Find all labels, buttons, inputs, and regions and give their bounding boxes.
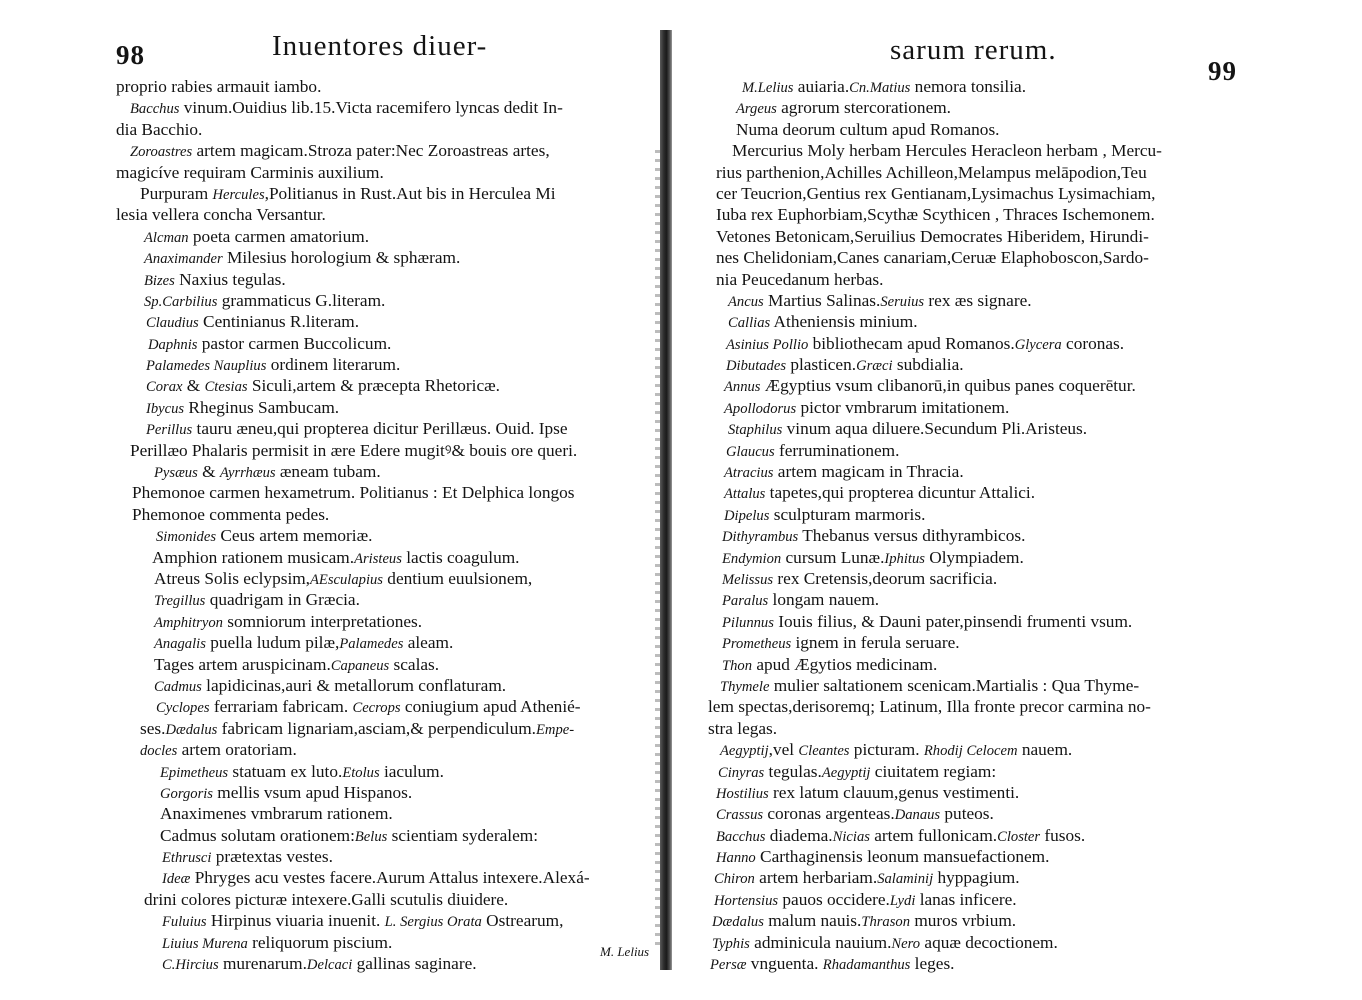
text-run: proprio rabies armauit iambo. — [116, 77, 322, 96]
text-line — [692, 418, 1162, 439]
text-line — [692, 846, 1162, 867]
text-line — [116, 76, 590, 97]
text-run: rex Cretensis,deorum sacrificia. — [773, 568, 998, 588]
text-run: magicíve requiram Carminis auxilium. — [116, 162, 384, 182]
proper-name: Thrason — [861, 914, 911, 931]
text-line — [116, 611, 590, 632]
text-line — [116, 525, 590, 546]
text-run: coniugium apud Athenié- — [400, 697, 581, 717]
text-line — [692, 696, 1162, 717]
proper-name: Cinyras — [718, 764, 765, 781]
text-line — [116, 761, 590, 782]
text-run: subdialia. — [892, 355, 964, 375]
proper-name: Alcman — [144, 229, 189, 246]
proper-name: Empe- — [535, 721, 575, 738]
text-run: Centinianus R.literam. — [198, 312, 360, 332]
text-line — [116, 696, 590, 717]
text-line — [116, 632, 590, 653]
text-line — [692, 269, 1162, 290]
text-run: Ceus artem memoriæ. — [216, 526, 373, 546]
text-run: lem spectas,derisoremq; Latinum, Illa fronte precor carmina no- — [708, 697, 1151, 717]
text-line — [692, 162, 1162, 183]
text-run: Amphion rationem musicam. — [152, 547, 355, 567]
text-line — [692, 290, 1162, 311]
text-run: Vetones Betonicam,Seruilius Democrates Hiberidem, Hirundi- — [716, 226, 1149, 246]
page-number-right: 99 — [1208, 56, 1237, 86]
text-run: aquæ decoctionem. — [920, 932, 1058, 952]
proper-name: Atracius — [724, 465, 774, 482]
text-line — [692, 782, 1162, 803]
proper-name: Ibycus — [146, 400, 185, 417]
proper-name: Liuius Murena — [162, 935, 248, 952]
text-run: tapetes,qui propterea dicuntur Attalici. — [765, 483, 1036, 503]
proper-name: Callias — [728, 315, 771, 332]
proper-name: Anagalis — [154, 636, 206, 653]
text-line — [692, 718, 1162, 739]
proper-name: M.Lelius — [742, 80, 794, 96]
text-run: ordinem literarum. — [266, 355, 401, 375]
text-line — [692, 76, 1162, 97]
proper-name: Belus — [354, 828, 388, 845]
proper-name: Zoroastres — [130, 144, 193, 161]
proper-name: Bacchus — [716, 828, 766, 845]
proper-name: Dipelus — [724, 507, 770, 524]
text-run: artem magicam in Thracia. — [773, 462, 964, 482]
text-line — [116, 803, 590, 824]
proper-name: Græci — [856, 358, 893, 375]
proper-name: Staphilus — [728, 422, 783, 439]
left-text-block — [116, 76, 590, 974]
proper-name: Ctesias — [204, 379, 248, 396]
proper-name: Ancus — [728, 293, 764, 310]
text-line — [116, 675, 590, 696]
text-run: stra legas. — [708, 718, 778, 738]
text-line — [116, 932, 590, 953]
proper-name: Endymion — [722, 550, 782, 567]
text-line — [692, 504, 1162, 525]
text-run: Hirpinus viuaria inuenit. — [206, 911, 385, 931]
text-line — [116, 568, 590, 589]
text-run: æneam tubam. — [275, 462, 381, 482]
text-run: puteos. — [940, 804, 994, 824]
text-line — [692, 140, 1162, 161]
text-line — [692, 910, 1162, 931]
proper-name: Lydi — [889, 892, 916, 909]
text-run: plasticen. — [786, 355, 857, 375]
text-run: cer Teucrion,Gentius rex Gentianam,Lysimachus Lysimachiam, — [716, 183, 1156, 203]
text-run: vnguenta. — [746, 954, 823, 974]
text-line — [116, 226, 590, 247]
text-run: ,vel — [768, 740, 799, 760]
text-line — [116, 739, 590, 760]
proper-name: Typhis — [712, 935, 750, 952]
text-run: poeta carmen amatorium. — [188, 226, 370, 246]
text-run: Iuba rex Euphorbiam,Scythæ Scythicen , Thraces Ischemonem. — [716, 205, 1155, 225]
proper-name: Epimetheus — [160, 764, 229, 781]
text-run: coronas argenteas. — [763, 804, 895, 824]
text-line — [692, 568, 1162, 589]
proper-name: Salaminij — [877, 871, 934, 888]
text-line — [692, 547, 1162, 568]
proper-name: Ideæ — [162, 871, 191, 888]
proper-name: Persæ — [710, 957, 747, 974]
text-run: Anaximenes vmbrarum rationem. — [160, 804, 393, 824]
text-line — [692, 354, 1162, 375]
text-run: agrorum stercorationem. — [776, 98, 952, 118]
text-run: murenarum. — [218, 954, 307, 974]
text-line — [116, 269, 590, 290]
text-run: dentium euulsionem, — [382, 568, 533, 588]
text-line — [116, 311, 590, 332]
text-line — [692, 119, 1162, 140]
text-run: Carthaginensis leonum mansuefactionem. — [755, 847, 1050, 867]
proper-name: Rhadamanthus — [822, 957, 911, 974]
proper-name: Anaximander — [144, 251, 223, 268]
text-line — [116, 482, 590, 503]
text-line — [692, 333, 1162, 354]
proper-name: Gorgoris — [160, 785, 213, 802]
proper-name: Dædalus — [712, 914, 764, 931]
proper-name: Asinius Pollio — [726, 336, 809, 353]
text-run: fabricam lignariam,asciam,& perpendiculum. — [217, 718, 536, 738]
proper-name: Tregillus — [154, 593, 206, 610]
text-run: mellis vsum apud Hispanos. — [212, 782, 413, 802]
proper-name: Nicias — [832, 828, 870, 845]
text-run: mulier saltationem scenicam.Martialis : Qua Thyme- — [769, 675, 1140, 695]
proper-name: Corax — [146, 379, 183, 396]
text-line — [116, 183, 590, 204]
text-line — [116, 889, 590, 910]
text-run: Martius Salinas. — [763, 290, 881, 310]
text-run: lapidicinas,auri & metallorum conflaturam. — [201, 675, 507, 695]
proper-name: Nero — [891, 935, 921, 952]
proper-name: Annus — [724, 379, 761, 396]
text-line — [116, 440, 590, 461]
text-run: pictor vmbrarum imitationem. — [796, 397, 1010, 417]
proper-name: Thymele — [720, 678, 770, 695]
text-run: & — [197, 462, 220, 482]
text-run: diadema. — [765, 825, 833, 845]
text-run: apud Ægytios medicinam. — [752, 654, 938, 674]
text-line — [692, 739, 1162, 760]
text-run: Siculi,artem & præcepta Rhetoricæ. — [247, 376, 500, 396]
text-run: Iouis filius, & Dauni pater,pinsendi frumenti vsum. — [773, 611, 1133, 631]
text-line — [116, 375, 590, 396]
text-run: hyppagium. — [933, 868, 1020, 888]
text-run: Rheginus Sambucam. — [184, 397, 340, 417]
text-line — [692, 183, 1162, 204]
catchword: M. Lelius — [600, 944, 650, 959]
text-run: Tages artem aruspicinam. — [154, 654, 331, 674]
text-run: picturam. — [849, 740, 924, 760]
text-run: longam nauem. — [768, 590, 880, 610]
proper-name: Hortensius — [714, 892, 779, 909]
text-line — [692, 525, 1162, 546]
text-run: rex æs signare. — [924, 290, 1032, 310]
text-run: artem magicam.Stroza pater:Nec Zoroastreas artes, — [192, 141, 550, 161]
proper-name: Aegyptij — [821, 764, 871, 781]
text-line — [116, 247, 590, 268]
text-line — [116, 333, 590, 354]
text-run: nes Chelidoniam,Canes canariam,Ceruæ Elaphoboscon,Sardo- — [716, 248, 1149, 268]
text-line — [116, 867, 590, 888]
proper-name: Palamedes — [339, 636, 404, 653]
text-run: drini colores picturæ intexere.Galli scutulis diuidere. — [144, 889, 509, 909]
text-line — [692, 440, 1162, 461]
proper-name: Cyclopes — [156, 700, 210, 717]
text-line — [692, 204, 1162, 225]
text-run: prætextas vestes. — [211, 847, 333, 867]
text-run: Milesius horologium & sphæram. — [222, 248, 461, 268]
proper-name: Amphitryon — [154, 614, 223, 631]
proper-name: Glycera — [1014, 336, 1062, 353]
proper-name: L. Sergius Orata — [384, 914, 482, 931]
text-run: ignem in ferula seruare. — [791, 633, 960, 653]
text-run: sculpturam marmoris. — [769, 504, 926, 524]
text-line — [692, 97, 1162, 118]
text-run: auiaria. — [793, 77, 850, 96]
text-run: artem herbariam. — [754, 868, 878, 888]
text-run: lanas inficere. — [915, 889, 1017, 909]
text-run: adminicula nauium. — [749, 932, 892, 952]
text-line — [116, 461, 590, 482]
proper-name: Bacchus — [130, 101, 180, 118]
proper-name: Dædalus — [165, 721, 218, 738]
text-run: puella ludum pilæ, — [205, 633, 340, 653]
running-head-left: Inuentores diuer- — [272, 30, 488, 62]
text-line — [692, 825, 1162, 846]
text-run: scalas. — [389, 654, 440, 674]
proper-name: Dibutades — [726, 358, 786, 375]
text-line — [116, 119, 590, 140]
proper-name: Melissus — [722, 571, 774, 588]
proper-name: Etolus — [342, 764, 380, 781]
text-line — [692, 953, 1162, 974]
text-run: ferruminationem. — [774, 440, 900, 460]
proper-name: Seruius — [880, 293, 925, 310]
text-run: nemora tonsilia. — [910, 77, 1027, 96]
page-number-left: 98 — [116, 40, 145, 70]
text-line — [116, 718, 590, 739]
proper-name: Ethrusci — [162, 850, 212, 867]
text-run: somniorum interpretationes. — [222, 611, 423, 631]
text-run: & — [182, 376, 205, 396]
text-line — [116, 290, 590, 311]
proper-name: Glaucus — [726, 443, 775, 460]
proper-name: docles — [140, 743, 178, 760]
text-run: tauru æneu,qui propterea dicitur Perillæus. Ouid. Ipse — [192, 419, 568, 439]
proper-name: Attalus — [724, 486, 766, 503]
text-line — [692, 311, 1162, 332]
proper-name: Daphnis — [148, 336, 198, 353]
text-line — [692, 654, 1162, 675]
text-line — [116, 204, 590, 225]
proper-name: Hercules — [212, 186, 265, 203]
text-run: pauos occidere. — [778, 889, 890, 909]
text-run: ciuitatem regiam: — [870, 761, 997, 781]
text-line — [116, 418, 590, 439]
running-head-right: sarum rerum. — [890, 34, 1057, 66]
proper-name: Simonides — [156, 529, 216, 546]
proper-name: Ayrrhæus — [219, 465, 276, 482]
text-line — [116, 504, 590, 525]
text-run: nauem. — [1017, 740, 1073, 760]
proper-name: Capaneus — [330, 657, 390, 674]
proper-name: Chiron — [714, 871, 755, 888]
text-line — [116, 354, 590, 375]
text-line — [116, 397, 590, 418]
text-run: lesia vellera concha Versantur. — [116, 205, 326, 225]
proper-name: Aegyptij — [720, 743, 769, 760]
text-run: Phemonoe commenta pedes. — [132, 504, 330, 524]
text-line — [692, 611, 1162, 632]
proper-name: Hanno — [716, 850, 756, 867]
proper-name: Danaus — [894, 807, 941, 824]
proper-name: AEsculapius — [310, 571, 383, 588]
text-run: vinum.Ouidius lib.15.Victa racemifero lyncas dedit In- — [179, 98, 563, 118]
text-run: leges. — [910, 954, 955, 974]
text-line — [116, 589, 590, 610]
proper-name: Perillus — [146, 422, 193, 439]
proper-name: Cadmus — [154, 678, 202, 695]
text-line — [692, 397, 1162, 418]
text-run: statuam ex luto. — [228, 761, 343, 781]
proper-name: Delcaci — [306, 957, 353, 974]
text-line — [692, 889, 1162, 910]
text-run: bibliothecam apud Romanos. — [808, 333, 1015, 353]
proper-name: C.Hircius — [162, 957, 219, 974]
proper-name: Prometheus — [722, 636, 792, 653]
text-line — [116, 782, 590, 803]
text-run: artem fullonicam. — [869, 825, 998, 845]
text-line — [116, 825, 590, 846]
text-line — [692, 589, 1162, 610]
text-run: Phryges acu vestes facere.Aurum Attalus intexere.Alexá- — [190, 868, 590, 888]
book-gutter — [660, 30, 672, 970]
text-run: iaculum. — [379, 761, 444, 781]
right-text-block — [692, 76, 1162, 974]
text-run: Numa deorum cultum apud Romanos. — [736, 119, 1000, 139]
proper-name: Thon — [722, 657, 753, 674]
text-line — [116, 953, 590, 974]
text-line — [116, 162, 590, 183]
proper-name: Pilunnus — [722, 614, 774, 631]
proper-name: Rhodij Celocem — [923, 743, 1018, 760]
proper-name: Sp.Carbilius — [144, 293, 218, 310]
text-line — [116, 846, 590, 867]
proper-name: Palamedes Nauplius — [146, 358, 267, 375]
right-page — [672, 0, 1362, 1000]
text-run: Purpuram — [140, 183, 213, 203]
text-run: Phemonoe carmen hexametrum. Politianus : Et Delphica longos — [132, 483, 575, 503]
text-run: Thebanus versus dithyrambicos. — [798, 526, 1026, 546]
text-run: Naxius tegulas. — [174, 269, 286, 289]
text-run: tegulas. — [764, 761, 822, 781]
proper-name: Cleantes — [798, 743, 850, 760]
text-line — [692, 867, 1162, 888]
text-line — [116, 654, 590, 675]
proper-name: Pysæus — [154, 465, 198, 482]
text-line — [692, 803, 1162, 824]
proper-name: Paralus — [722, 593, 769, 610]
text-run: Atheniensis minium. — [770, 312, 918, 332]
text-run: gallinas saginare. — [352, 954, 477, 974]
text-run: nia Peucedanum herbas. — [716, 269, 884, 289]
proper-name: Crassus — [716, 807, 764, 824]
text-line — [692, 482, 1162, 503]
text-run: malum nauis. — [763, 911, 862, 931]
text-run: Ægyptius vsum clibanorū,in quibus panes coquerētur. — [760, 376, 1136, 396]
proper-name: Bizes — [144, 272, 175, 289]
text-line — [692, 461, 1162, 482]
text-run: artem oratoriam. — [177, 740, 297, 760]
text-run: rius parthenion,Achilles Achilleon,Melampus melāpodion,Teu — [716, 162, 1147, 182]
text-run: ses. — [140, 718, 166, 738]
proper-name: Argeus — [736, 101, 777, 118]
text-run: scientiam syderalem: — [387, 825, 538, 845]
text-run: Ostrearum, — [481, 911, 564, 931]
text-line — [116, 97, 590, 118]
proper-name: Claudius — [146, 315, 199, 332]
proper-name: Fuluius — [162, 914, 207, 931]
text-run: coronas. — [1061, 333, 1125, 353]
text-run: Perillæo Phalaris permisit in ære Edere mugitꝰ& bouis ore queri. — [130, 440, 578, 460]
text-run: Cadmus solutam orationem: — [160, 825, 355, 845]
text-run: aleam. — [403, 633, 454, 653]
text-run: fusos. — [1040, 825, 1086, 845]
text-line — [692, 375, 1162, 396]
proper-name: Hostilius — [716, 785, 769, 802]
text-run: ,Politianus in Rust.Aut bis in Herculea Mi — [264, 183, 556, 203]
proper-name: Iphitus — [884, 550, 925, 567]
text-run: Olympiadem. — [924, 547, 1024, 567]
text-run: Mercurius Moly herbam Hercules Heracleon herbam , Mercu- — [732, 141, 1162, 161]
text-line — [692, 247, 1162, 268]
text-run: rex latum clauum,genus vestimenti. — [768, 782, 1020, 802]
text-run: dia Bacchio. — [116, 119, 203, 139]
text-line — [692, 932, 1162, 953]
text-run: ferrariam fabricam. — [209, 697, 353, 717]
text-line — [116, 910, 590, 931]
text-line — [692, 632, 1162, 653]
proper-name: Closter — [997, 828, 1041, 845]
text-run: Atreus Solis eclypsim, — [154, 568, 311, 588]
text-line — [692, 761, 1162, 782]
proper-name: Dithyrambus — [722, 529, 799, 546]
text-run: cursum Lunæ. — [781, 547, 885, 567]
text-run: muros vrbium. — [910, 911, 1017, 931]
text-run: quadrigam in Græcia. — [205, 590, 360, 610]
proper-name: Apollodorus — [724, 400, 797, 417]
text-line — [116, 140, 590, 161]
text-line — [116, 547, 590, 568]
proper-name: Cecrops — [352, 700, 401, 717]
proper-name: Cn.Matius — [849, 80, 911, 96]
text-line — [692, 226, 1162, 247]
text-run: pastor carmen Buccolicum. — [197, 333, 392, 353]
text-run: vinum aqua diluere.Secundum Pli.Aristeus. — [782, 419, 1088, 439]
text-run: lactis coagulum. — [401, 547, 520, 567]
proper-name: Aristeus — [354, 550, 402, 567]
left-page — [0, 0, 660, 1000]
text-line — [692, 675, 1162, 696]
text-run: reliquorum piscium. — [247, 932, 393, 952]
text-run: grammaticus G.literam. — [217, 290, 386, 310]
